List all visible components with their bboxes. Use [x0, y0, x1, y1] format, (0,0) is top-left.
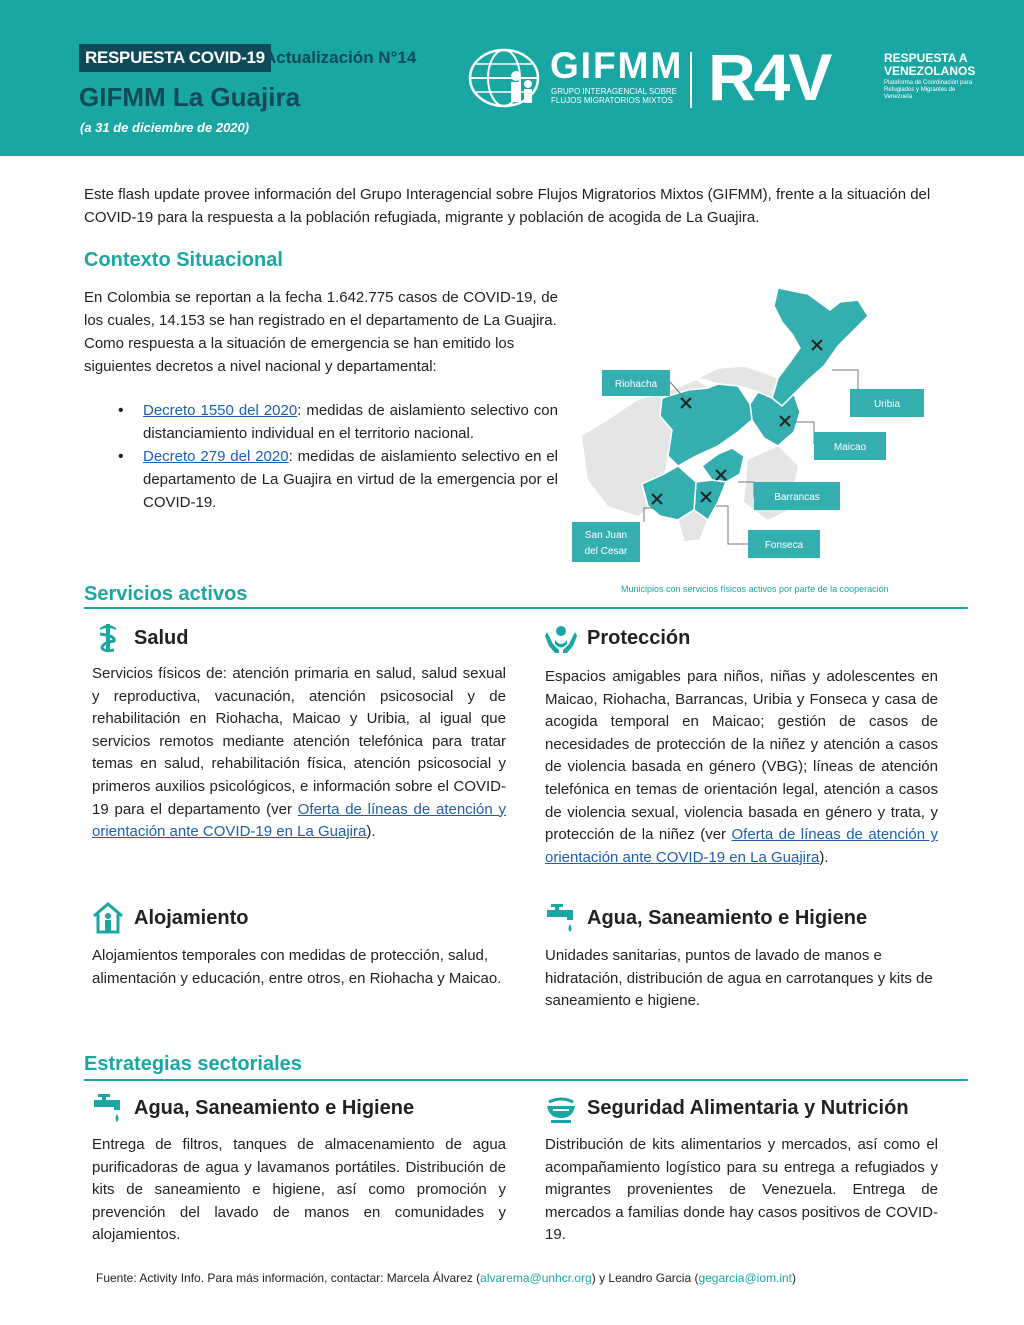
map-label-uribia: Uribia [873, 399, 901, 410]
map-label-san-juan-box [572, 522, 640, 562]
logo-divider [690, 52, 692, 108]
context-paragraph-1: En Colombia se reportan a la fecha 1.642.775 casos de COVID-19, de los cuales, 14.153 se han registrado en el departamento de La Guajira. [84, 289, 558, 329]
card-header-proteccion [545, 622, 690, 654]
card-text-food: Distribución de kits alimentarios y mercados, así como el acompañamiento logístico para su entrega a refugiados y migrantes provenientes de Venezuela. Entrega de mercados a familias donde hay casos positivos de COVID-19. [545, 1136, 938, 1244]
footer-source [96, 1271, 796, 1285]
decree-item-1 [118, 399, 558, 445]
section-title-services: Servicios activos [84, 583, 248, 605]
card-header-food [545, 1092, 909, 1124]
card-title-proteccion: Protección [587, 626, 691, 649]
r4v-logo-subtitle: Plataforma de Coordinación para Refugiados y Migrantes de Venezuela [884, 80, 973, 100]
map-label-maicao-box [814, 432, 886, 460]
decree-1550-text: : medidas de aislamiento selectivo con distanciamiento individual en el territorio nacional. [143, 402, 558, 442]
health-caduceus-icon [92, 622, 124, 654]
map-label-riohacha: Riohacha [614, 379, 658, 390]
map-label-fonseca-box [748, 530, 820, 558]
page-title: GIFMM La Guajira [79, 82, 301, 112]
context-paragraph-2: Como respuesta a la situación de emergencia se han emitido los siguientes decretos a nivel nacional y departamental: [84, 335, 515, 375]
r4v-logo-text: R4V [708, 40, 831, 114]
decree-item-2 [118, 445, 558, 514]
proteccion-oferta-link[interactable]: Oferta de líneas de atención y orientación ante COVID-19 en La Guajira [545, 826, 938, 866]
footer-suffix: ) [792, 1271, 797, 1285]
map-label-uribia-box [850, 389, 924, 417]
r4v-logo-title: RESPUESTA A VENEZOLANOS [884, 51, 976, 78]
card-title-wash-services: Agua, Saneamiento e Higiene [587, 906, 868, 929]
shelter-house-icon [92, 902, 124, 934]
section-title-strategies: Estrategias sectoriales [84, 1053, 302, 1075]
map-label-san-juan-2: del Cesar [584, 546, 628, 557]
protection-hands-icon [545, 622, 577, 654]
covid-tag: RESPUESTA COVID-19 [79, 44, 271, 72]
water-tap-icon [545, 902, 577, 934]
proteccion-text-tail: ). [819, 848, 829, 866]
map-municipality-maicao [750, 392, 800, 446]
card-title-salud: Salud [134, 626, 189, 649]
card-header-wash-strategies [92, 1092, 414, 1124]
intro-paragraph: Este flash update provee información del Grupo Interagencial sobre Flujos Migratorios Mixtos (GIFMM), frente a la situación del COVID-19 para la respuesta a la población refugiada, migrante y población de acogida de La Guajira. [84, 186, 931, 226]
decree-1550-link[interactable]: Decreto 1550 del 2020 [143, 402, 298, 419]
map-label-san-juan-1: San Juan [584, 530, 628, 541]
proteccion-text: Espacios amigables para niños, niñas y adolescentes en Maicao, Riohacha, Barrancas, Uribia y Fonseca y casa de acogida temporal en Maicao; gestión de casos de necesidades de protección de la niñez y atención a casos de violencia basada en género (VBG); líneas de atención telefónica en temas de orientación legal, atención a casos de violencia sexual, violencia basada en género y trata, y protección de la niñez (ver [545, 668, 938, 844]
map-label-barrancas-box [754, 482, 840, 510]
decree-list [118, 399, 558, 514]
map-caption: Municipios con servicios físicos activos por parte de la cooperación [621, 584, 889, 594]
footer-middle: ) y Leandro Garcia ( [591, 1271, 699, 1285]
card-text-wash-strategies: Entrega de filtros, tanques de almacenamiento de agua purificadoras de agua y lavamanos portátiles. Distribución de kits de saneamiento e higiene, así como promoción y prevención del lavado de manos en comunidades y alojamientos. [92, 1136, 506, 1244]
footer-email-gegarcia[interactable]: gegarcia@iom.int [698, 1271, 793, 1285]
card-title-food: Seguridad Alimentaria y Nutrición [587, 1096, 909, 1119]
footer-email-alvarema[interactable]: alvarema@unhcr.org [480, 1271, 592, 1285]
section-divider-services [84, 607, 968, 609]
card-text-salud [92, 663, 506, 844]
card-title-alojamiento: Alojamiento [134, 906, 249, 929]
map-label-maicao: Maicao [833, 442, 867, 453]
food-bowl-icon [545, 1092, 577, 1124]
section-title-context: Contexto Situacional [84, 249, 283, 271]
gifmm-logo-text: GIFMM [550, 45, 684, 86]
header-banner [0, 0, 1024, 156]
context-text [84, 286, 558, 378]
decree-279-text: : medidas de aislamiento selectivo en el departamento de La Guajira en virtud de la emergencia por el COVID-19. [143, 448, 558, 511]
update-number: Actualización N°14 [264, 48, 417, 67]
card-title-wash-strategies: Agua, Saneamiento e Higiene [134, 1096, 415, 1119]
card-header-wash-services [545, 902, 867, 934]
la-guajira-map [568, 270, 968, 570]
footer-prefix: Fuente: Activity Info. Para más información, contactar: Marcela Álvarez ( [96, 1271, 481, 1285]
card-text-proteccion [545, 666, 938, 869]
gifmm-logo-subtitle: GRUPO INTERAGENCIAL SOBRE FLUJOS MIGRATORIOS MIXTOS [551, 87, 677, 105]
salud-text-tail: ). [366, 823, 376, 841]
map-label-barrancas: Barrancas [774, 492, 820, 503]
salud-oferta-link[interactable]: Oferta de líneas de atención y orientación ante COVID-19 en La Guajira [92, 800, 506, 841]
water-tap-icon [92, 1092, 124, 1124]
salud-text: Servicios físicos de: atención primaria en salud, salud sexual y reproductiva, vacunación, atención psicosocial y de rehabilitación en Riohacha, Maicao y Uribia, al igual que servicios remotos mediante atención telefónica para tratar temas en salud, rehabilitación física, atención psicosocial y primeros auxilios psicológicos, e información sobre el COVID-19 para el departamento (ver [92, 665, 506, 818]
map-label-fonseca: Fonseca [764, 540, 804, 551]
section-divider-strategies [84, 1079, 968, 1081]
card-text-wash-services: Unidades sanitarias, puntos de lavado de manos e hidratación, distribución de agua en carrotanques y kits de saneamiento e higiene. [545, 947, 933, 1010]
gifmm-globe-logo [466, 46, 544, 110]
card-header-salud [92, 622, 188, 654]
map-label-riohacha-box [602, 370, 670, 396]
report-date: (a 31 de diciembre de 2020) [80, 120, 250, 135]
card-text-alojamiento: Alojamientos temporales con medidas de protección, salud, alimentación y educación, entre otros, en Riohacha y Maicao. [92, 947, 502, 987]
card-header-alojamiento [92, 902, 248, 934]
decree-279-link[interactable]: Decreto 279 del 2020 [143, 448, 289, 465]
